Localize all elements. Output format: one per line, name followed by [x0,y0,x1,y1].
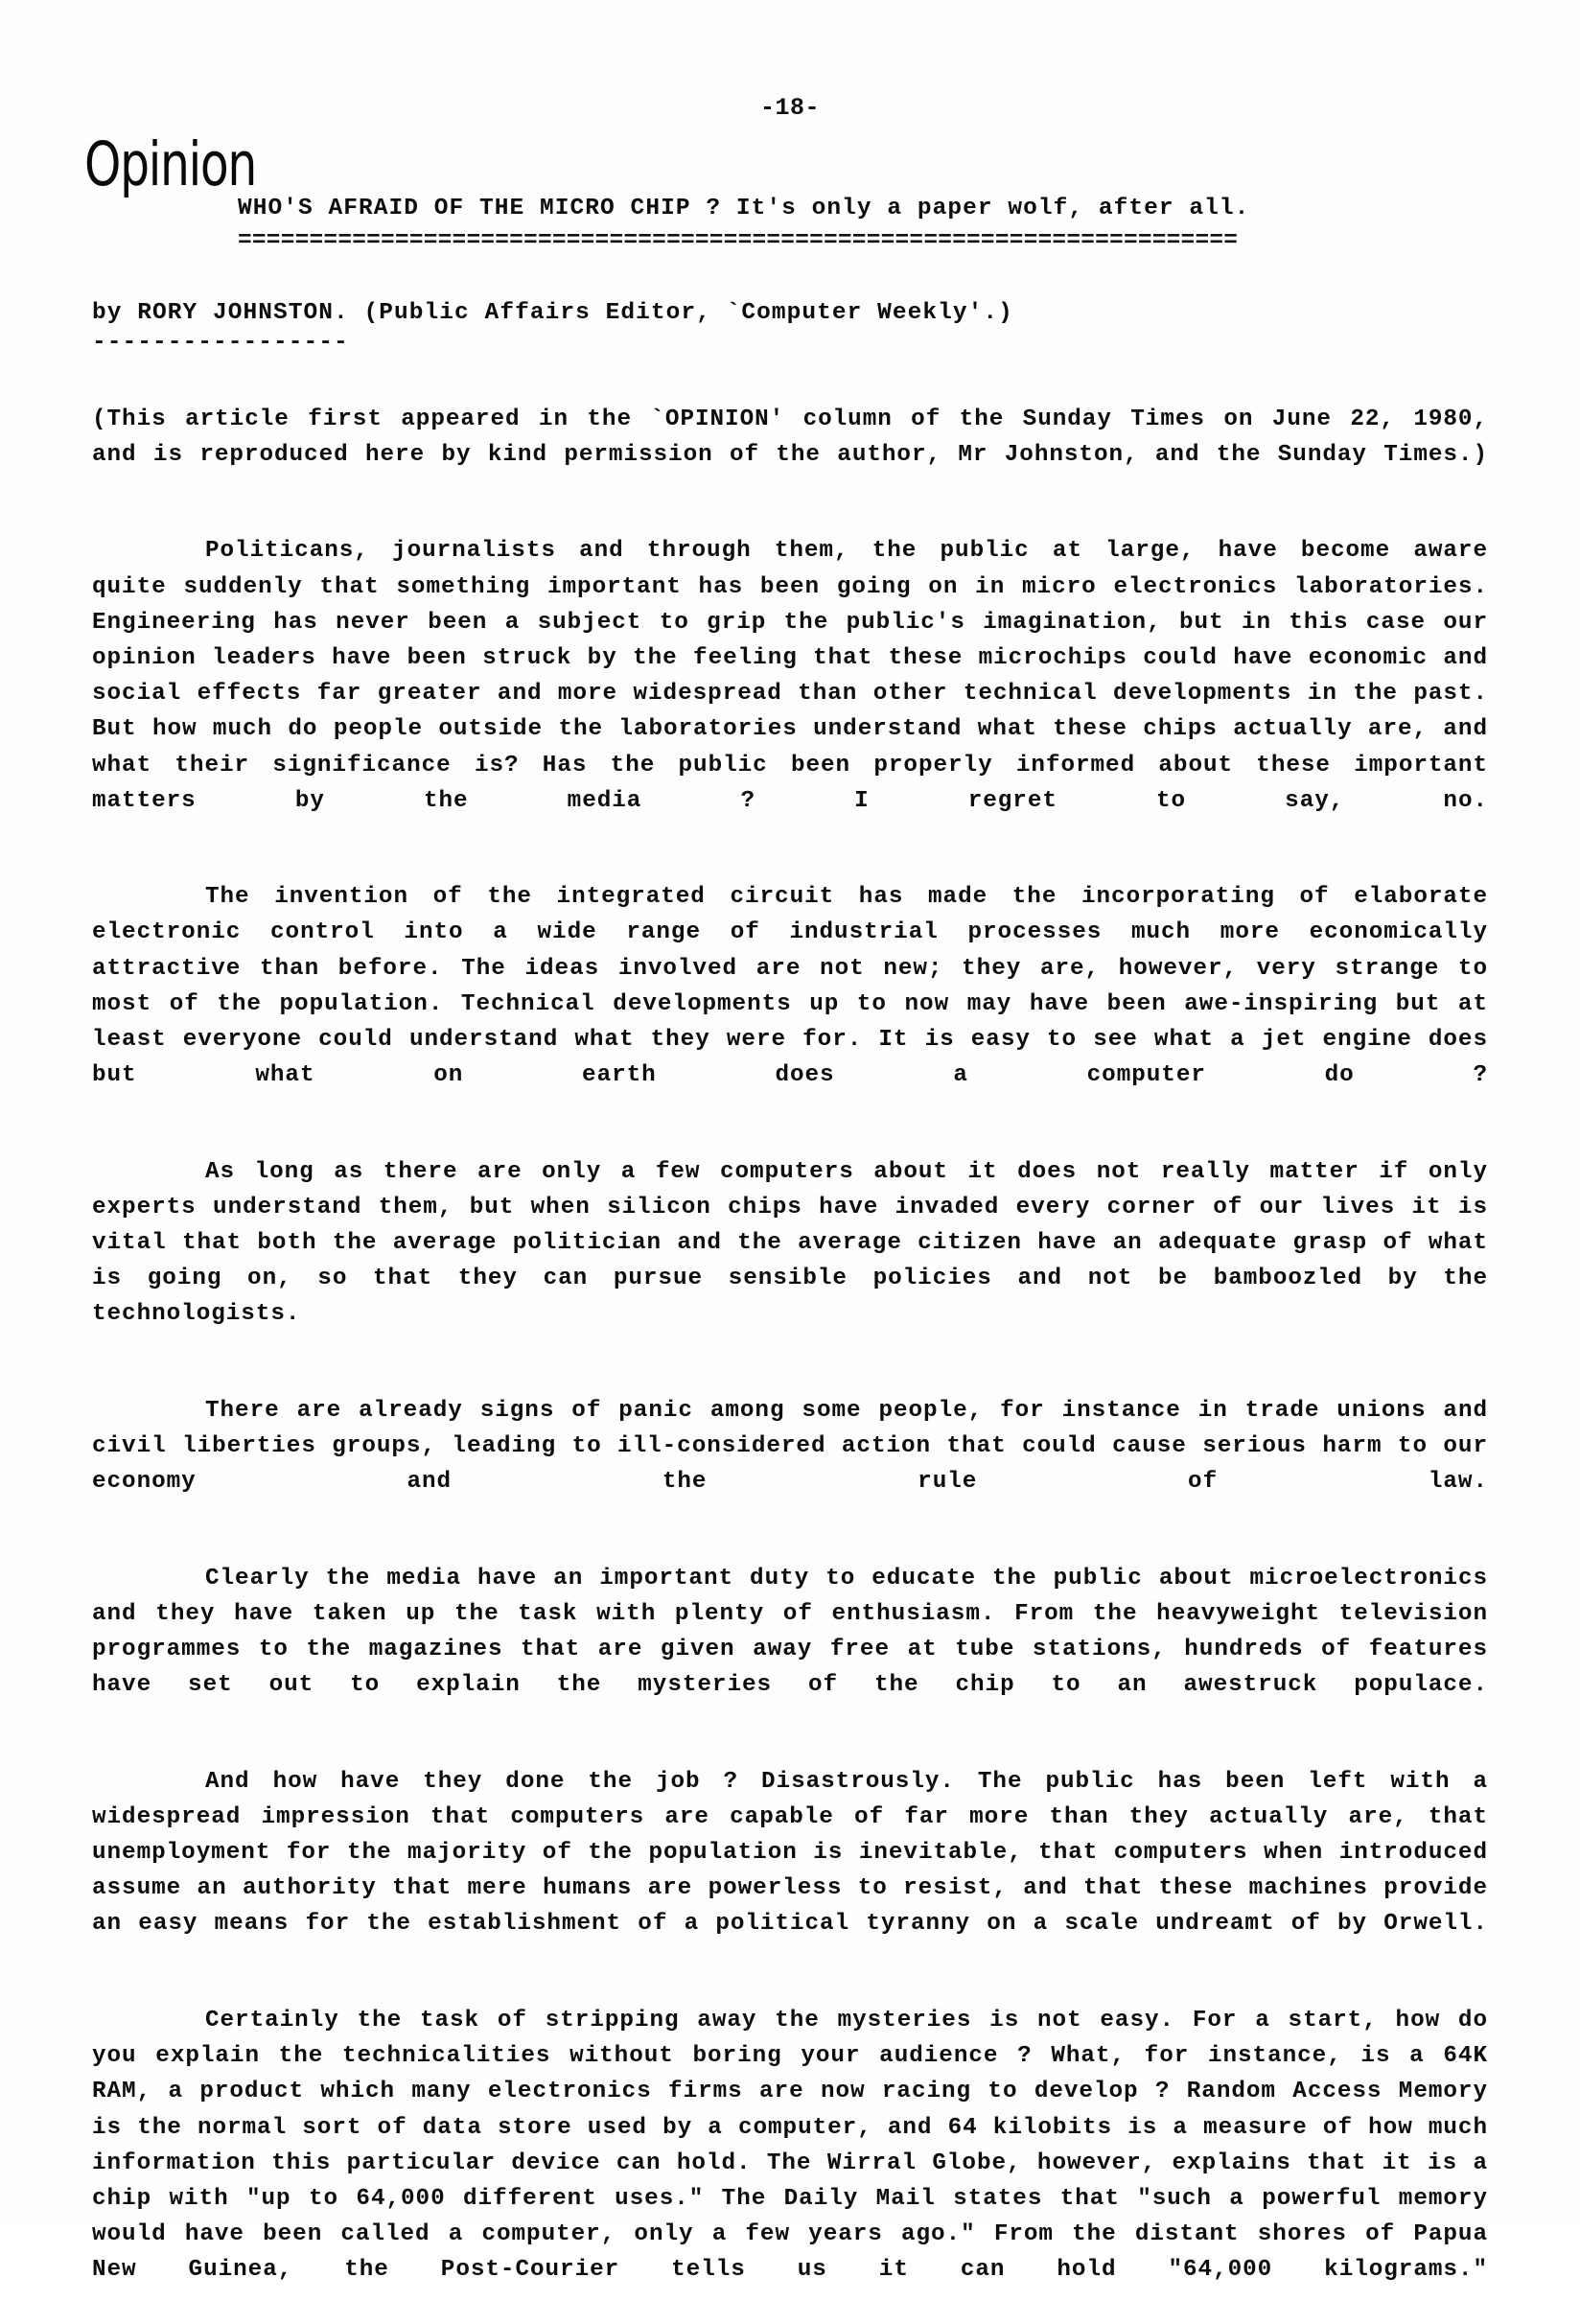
paragraph-politicians-aware: Politicans, journalists and through them, the public at large, have become aware quite suddenly that something important has been going on in micro electronics laboratories. Engineering has never been a subject to grip the public's imagination, but in this case our opinion leaders have been struck by the feeling that these microchips could have economic and social effects far greater and more widespread than other technical developments in the past. But how much do people outside the laboratories understand what these chips actually are, and what their significance is? Has the public been properly informed about these important matters by the media ? I regret to say, no. [92,538,1488,814]
headline-block [238,198,1488,252]
headline-rule: ====================================================================== [238,229,1239,252]
section-masthead-opinion: Opinion [84,129,256,199]
byline-block [92,299,1488,357]
byline-rule: ----------------- [92,330,349,357]
page-number: -18- [759,94,820,122]
paragraph-few-computers: As long as there are only a few computers about it does not really matter if only experts understand them, but when silicon chips have invaded every corner of our lives it is vital that both the average politician and the average citizen have an adequate grasp of what is going on, so that they can pursue sensible policies and not be bamboozled by the technologists. [92,1158,1488,1328]
paragraph-signs-of-panic: There are already signs of panic among some people, for instance in trade unions and civil liberties groups, leading to ill-considered action that could cause serious harm to our economy and the rule of law. [92,1397,1488,1496]
paragraph-disastrously: And how have they done the job ? Disastrously. The public has been left with a widespread impression that computers are capable of far more than they actually are, that unemployment for the majority of the population is inevitable, that computers when introduced assume an authority that mere humans are powerless to resist, and that these machines provide an easy means for the establishment of a political tyranny on a scale undreamt of by Orwell. [92,1768,1488,1938]
paragraph-integrated-circuit: The invention of the integrated circuit has made the incorporating of elaborate electronic control into a wide range of industrial processes much more economically attractive than before. The ideas involved are not new; they are, however, very strange to most of the population. Technical developments up to now may have been awe-inspiring but at least everyone could understand what they were for. It is easy to see what a jet engine does but what on earth does a computer do ? [92,884,1488,1089]
article-byline: by RORY JOHNSTON. (Public Affairs Editor, `Computer Weekly'.) [92,299,1013,326]
paragraph-media-duty: Clearly the media have an important duty to educate the public about microelectronics and they have taken up the task with plenty of enthusiasm. From the heavyweight television programmes to the magazines that are given away free at tube stations, hundreds of features have set out to explain the mysteries of the chip to an awestruck populace. [92,1565,1488,1699]
paragraph-64k-ram: Certainly the task of stripping away the mysteries is not easy. For a start, how do you explain the technicalities without boring your audience ? What, for instance, is a 64K RAM, a product which many electronics firms are now racing to develop ? Random Access Memory is the normal sort of data store used by a computer, and 64 kilobits is a measure of how much information this particular device can hold. The Wirral Globe, however, explains that it is a chip with "up to 64,000 different uses." The Daily Mail states that "such a powerful memory would have been called a computer, only a few years ago." From the distant shores of Papua New Guinea, the Post-Courier tells us it can hold "64,000 kilograms." [92,2007,1488,2284]
article-headline: WHO'S AFRAID OF THE MICRO CHIP ? It's only a paper wolf, after all. [238,196,1250,221]
paragraph-reprint-note: (This article first appeared in the `OPINION' column of the Sunday Times on June 22, 1980, and is reproduced here by kind permission of the author, Mr Johnston, and the Sunday Times.) [92,406,1488,468]
article-body [92,198,1488,2324]
